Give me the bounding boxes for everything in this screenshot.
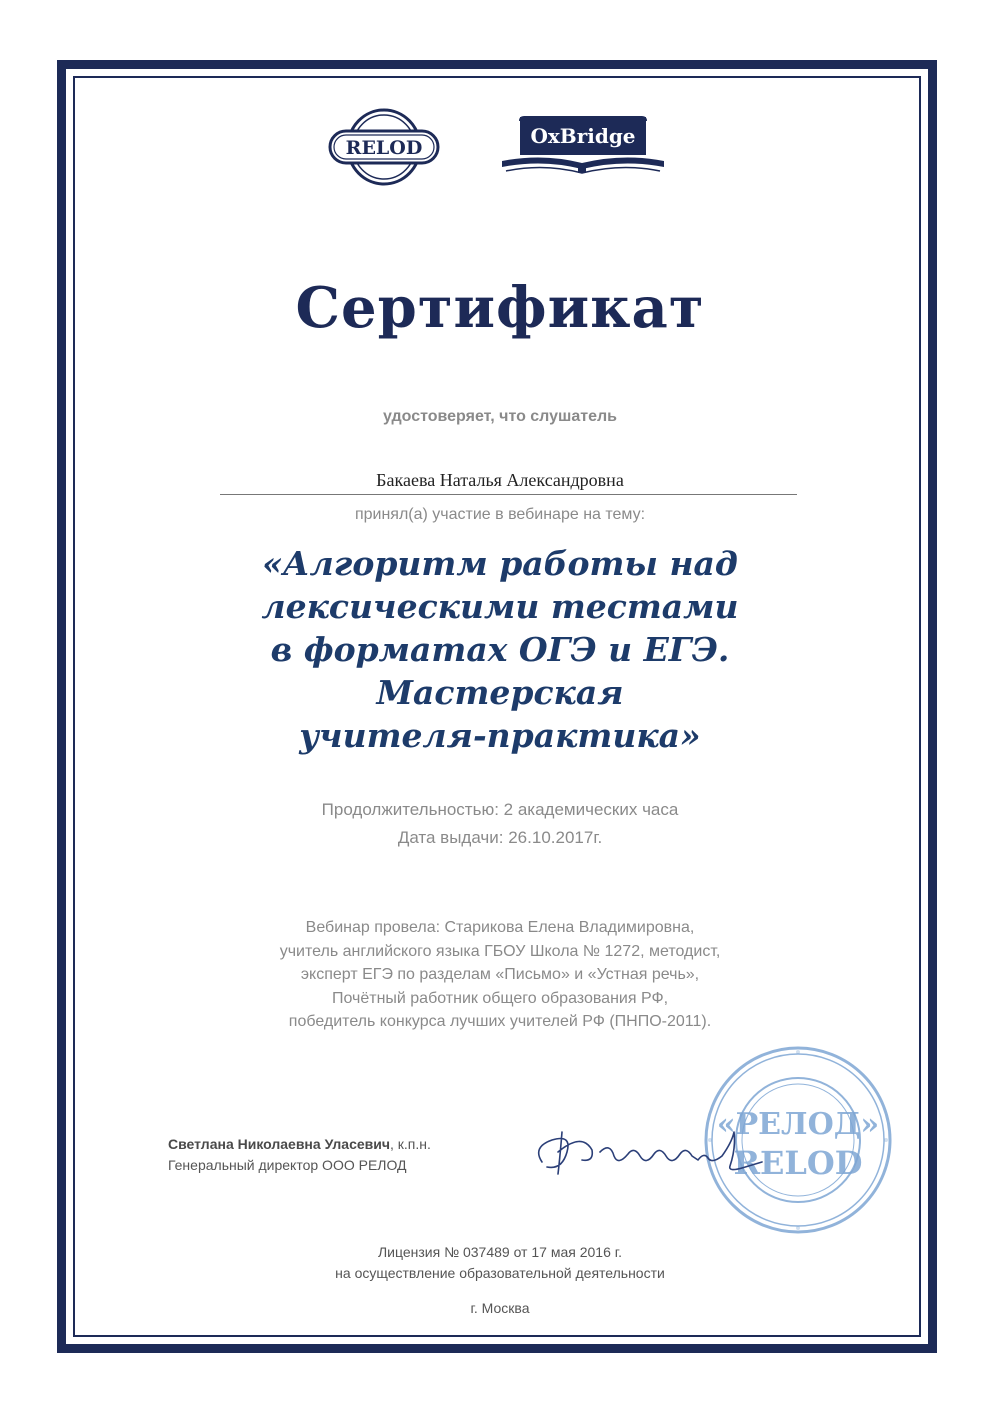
svg-text:OxBridge: OxBridge: [530, 124, 636, 148]
webinar-topic: [0, 542, 1000, 757]
director-position: Генеральный директор ООО РЕЛОД: [168, 1157, 407, 1173]
issue-date-text: Дата выдачи: 26.10.2017г.: [397, 828, 603, 847]
duration-text: Продолжительностью: 2 академических часа: [321, 800, 679, 819]
topic-line: «Алгоритм работы над: [262, 544, 738, 583]
teacher-line: Почётный работник общего образования РФ,: [331, 989, 669, 1007]
topic-line: учителя-практика»: [299, 716, 701, 755]
license-info: [0, 1242, 1000, 1284]
director-signature: [522, 1112, 772, 1192]
certificate-title: Сертификат: [295, 275, 705, 341]
recipient-underline: [220, 494, 797, 495]
topic-line: Мастерская: [376, 673, 624, 712]
stamp-text-en: RELOD: [733, 1144, 863, 1182]
director-name: Светлана Николаевна Уласевич: [168, 1136, 390, 1152]
recipient-name: Бакаева Наталья Александровна: [376, 470, 624, 490]
teacher-line: победитель конкурса лучших учителей РФ (ПНПО-2011).: [288, 1013, 712, 1030]
svg-text:RELOD: RELOD: [345, 137, 423, 159]
director-block: [168, 1134, 431, 1176]
license-purpose: на осуществление образовательной деятельности: [335, 1265, 665, 1281]
relod-logo: [328, 107, 440, 187]
teacher-line: эксперт ЕГЭ по разделам «Письмо» и «Устная речь»,: [300, 966, 700, 983]
license-number: Лицензия № 037489 от 17 мая 2016 г.: [377, 1244, 623, 1260]
teacher-info: [0, 916, 1000, 1034]
participation-text: принял(а) участие в вебинаре на тему:: [354, 506, 646, 523]
teacher-line: учитель английского языка ГБОУ Школа № 1272, методист,: [279, 942, 721, 960]
stamp-text-ru: «РЕЛОД»: [716, 1107, 880, 1142]
topic-line: в форматах ОГЭ и ЕГЭ.: [270, 630, 730, 669]
certifies-text: удостоверяет, что слушатель: [383, 408, 617, 425]
oxbridge-logo: [498, 115, 668, 179]
webinar-details: [0, 796, 1000, 852]
topic-line: лексическими тестами: [261, 587, 739, 626]
city-text: г. Москва: [470, 1300, 530, 1316]
director-degree: , к.п.н.: [389, 1136, 431, 1152]
teacher-line: Вебинар провела: Старикова Елена Владимировна,: [305, 919, 695, 936]
